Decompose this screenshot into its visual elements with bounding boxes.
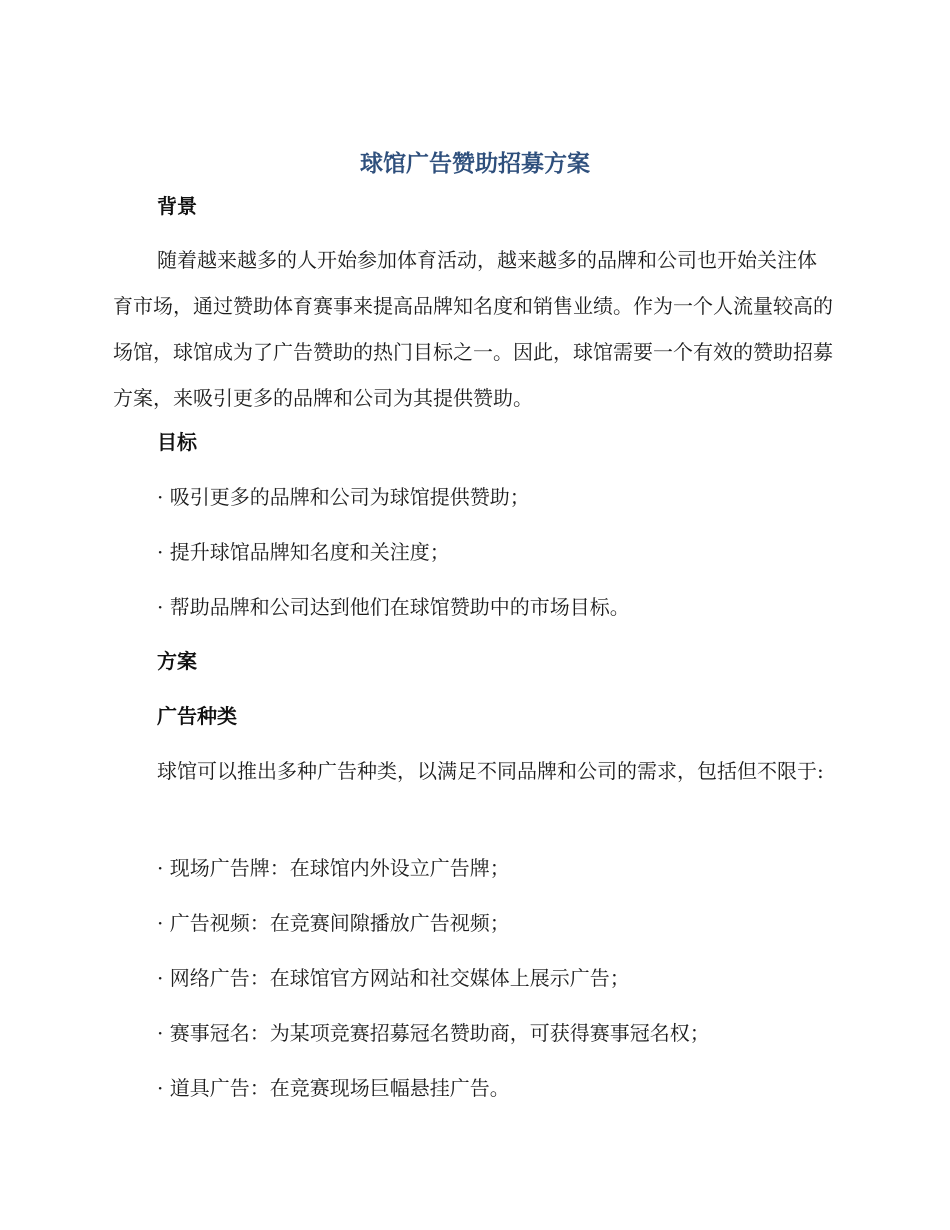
heading-background: 背景 <box>157 194 197 218</box>
paragraph-background: 随着越来越多的人开始参加体育活动，越来越多的品牌和公司也开始关注体育市场，通过赞助体育赛事来提高品牌知名度和销售业绩。作为一个人流量较高的场馆，球馆成为了广告赞助的热门目标之一。因此，球馆需要一个有效的赞助招募方案，来吸引更多的品牌和公司为其提供赞助。 <box>113 248 833 410</box>
goal-item: · 帮助品牌和公司达到他们在球馆赞助中的市场目标。 <box>157 595 630 619</box>
paragraph-ad-types-intro: 球馆可以推出多种广告种类，以满足不同品牌和公司的需求，包括但不限于: <box>157 759 824 783</box>
heading-plan: 方案 <box>157 649 197 673</box>
ad-type-item: · 赛事冠名：为某项竞赛招募冠名赞助商，可获得赛事冠名权； <box>157 1021 710 1045</box>
heading-ad-types: 广告种类 <box>157 704 237 728</box>
document-title: 球馆广告赞助招募方案 <box>360 151 590 177</box>
ad-type-item: · 网络广告：在球馆官方网站和社交媒体上展示广告； <box>157 966 630 990</box>
ad-type-item: · 现场广告牌：在球馆内外设立广告牌； <box>157 856 510 880</box>
heading-goals: 目标 <box>157 430 197 454</box>
goal-item: · 吸引更多的品牌和公司为球馆提供赞助； <box>157 485 530 509</box>
ad-type-item: · 广告视频：在竞赛间隙播放广告视频； <box>157 911 510 935</box>
goal-item: · 提升球馆品牌知名度和关注度； <box>157 540 450 564</box>
ad-type-item: · 道具广告：在竞赛现场巨幅悬挂广告。 <box>157 1076 510 1100</box>
